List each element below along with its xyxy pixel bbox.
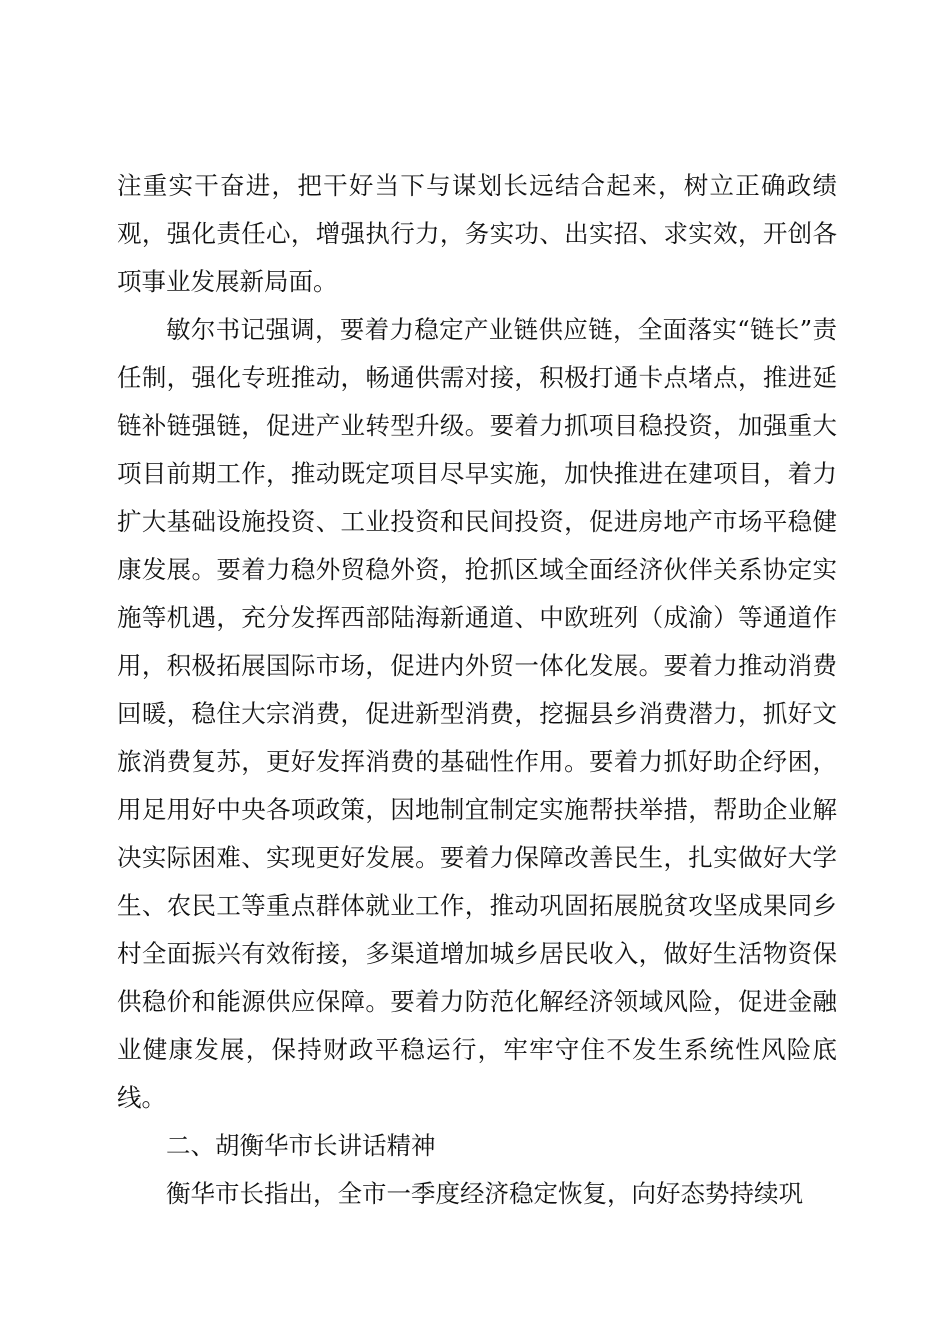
document-page	[117, 162, 837, 1218]
paragraph-minger-remarks: 敏尔书记强调，要着力稳定产业链供应链，全面落实“链长”责任制，强化专班推动，畅通供需对接，积极打通卡点堵点，推进延链补链强链，促进产业转型升级。要着力抓项目稳投资，加强重大项目前期工作，推动既定项目尽早实施，加快推进在建项目，着力扩大基础设施投资、工业投资和民间投资，促进房地产市场平稳健康发展。要着力稳外贸稳外资，抢抓区域全面经济伙伴关系协定实施等机遇，充分发挥西部陆海新通道、中欧班列（成渝）等通道作用，积极拓展国际市场，促进内外贸一体化发展。要着力推动消费回暖，稳住大宗消费，促进新型消费，挖掘县乡消费潜力，抓好文旅消费复苏，更好发挥消费的基础性作用。要着力抓好助企纾困，用足用好中央各项政策，因地制宜制定实施帮扶举措，帮助企业解决实际困难、实现更好发展。要着力保障改善民生，扎实做好大学生、农民工等重点群体就业工作，推动巩固拓展脱贫攻坚成果同乡村全面振兴有效衔接，多渠道增加城乡居民收入，做好生活物资保供稳价和能源供应保障。要着力防范化解经济领域风险，促进金融业健康发展，保持财政平稳运行，牢牢守住不发生系统性风险底线。	[117, 315, 837, 1112]
paragraph-continuation: 注重实干奋进，把干好当下与谋划长远结合起来，树立正确政绩观，强化责任心，增强执行力，务实功、出实招、求实效，开创各项事业发展新局面。	[117, 171, 837, 296]
paragraph-huhenghua-remarks: 衡华市长指出，全市一季度经济稳定恢复，向好态势持续巩	[166, 1179, 803, 1208]
section-heading: 二、胡衡华市长讲话精神	[166, 1131, 436, 1160]
